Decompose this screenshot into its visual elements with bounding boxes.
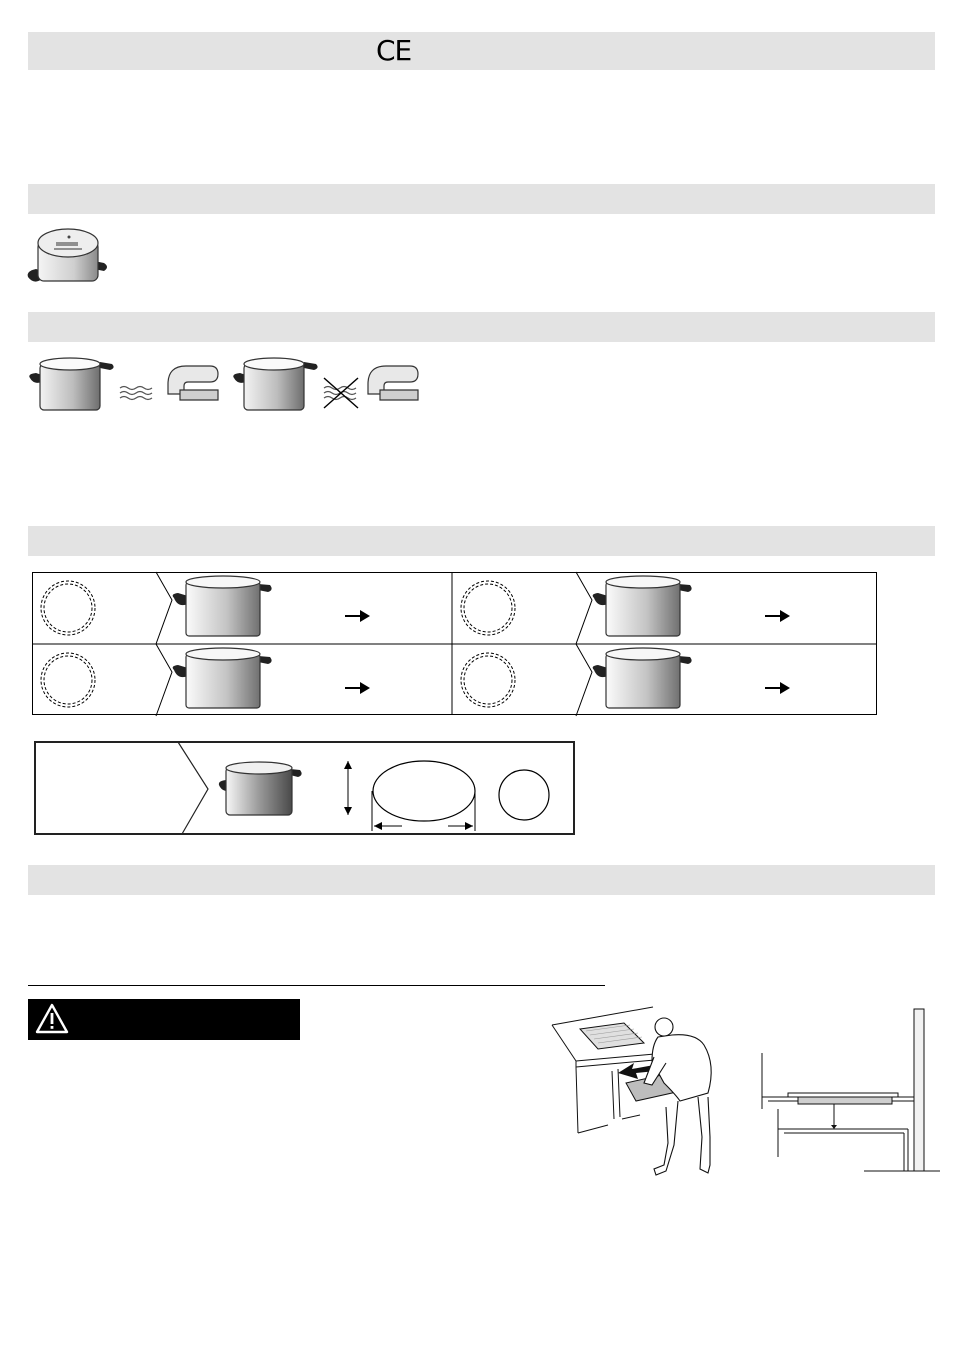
pan-size-table	[32, 572, 878, 716]
installation-illustration	[548, 1005, 728, 1180]
magnet-icon	[368, 366, 418, 400]
section-band-installation	[28, 865, 935, 895]
induction-pot-icon	[26, 225, 112, 289]
magnet-test-illustration	[28, 356, 428, 416]
oval-pan-box	[34, 741, 576, 837]
warning-box	[28, 999, 300, 1040]
section-band-pan-size	[28, 526, 935, 556]
section-band-induction-label	[28, 184, 935, 214]
pot-icon	[29, 358, 113, 410]
section-band-magnet-test	[28, 312, 935, 342]
magnetic-waves-icon	[120, 387, 152, 400]
magnet-icon	[168, 366, 218, 400]
pot-icon	[233, 358, 317, 410]
installation-clearance-diagram	[758, 1005, 943, 1180]
cross-icon	[324, 378, 358, 408]
warning-triangle-icon	[35, 1003, 69, 1035]
section-band-certification	[28, 32, 935, 70]
ce-mark: CE	[376, 34, 412, 67]
divider	[28, 985, 605, 986]
